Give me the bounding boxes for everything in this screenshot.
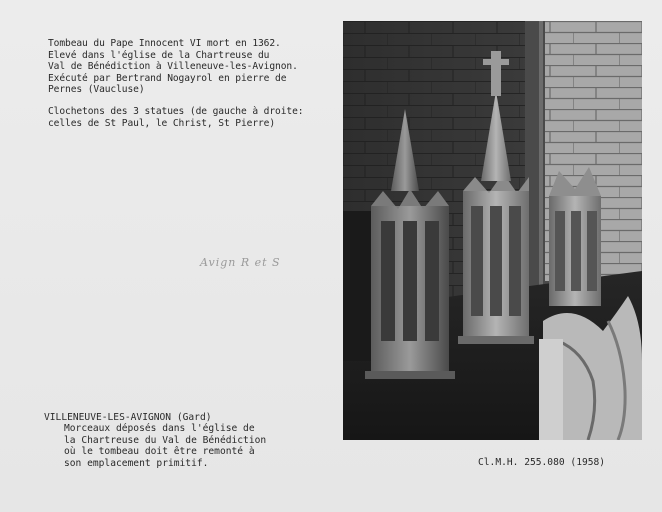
photo-reference: Cl.M.H. 255.080 (1958) <box>478 457 606 468</box>
location-line: où le tombeau doit être remonté à <box>64 446 255 458</box>
location-line: la Chartreuse du Val de Bénédiction <box>64 434 267 446</box>
caption-line: Elevé dans l'église de la Chartreuse du <box>48 49 270 61</box>
caption-line: Pernes (Vaucluse) <box>48 84 145 96</box>
location-line: son emplacement primitif. <box>64 457 209 469</box>
caption-top <box>48 38 340 129</box>
handwritten-note: Avign R et S <box>200 256 281 269</box>
gothic-pinnacles-photo-icon <box>343 21 642 440</box>
place-name: VILLENEUVE-LES-AVIGNON (Gard) <box>44 412 212 423</box>
statues-line: Clochetons des 3 statues (de gauche à droite: <box>48 105 304 117</box>
caption-line: Tombeau du Pape Innocent VI mort en 1362. <box>48 38 281 49</box>
caption-bottom <box>44 412 344 469</box>
caption-line: Exécuté par Bertrand Nogayrol en pierre de <box>48 72 287 84</box>
caption-line: Val de Bénédiction à Villeneuve-les-Avignon. <box>48 61 298 73</box>
location-line: Morceaux déposés dans l'église de <box>64 423 255 435</box>
statues-line: celles de St Paul, le Christ, St Pierre) <box>48 117 276 129</box>
photograph <box>343 21 642 440</box>
